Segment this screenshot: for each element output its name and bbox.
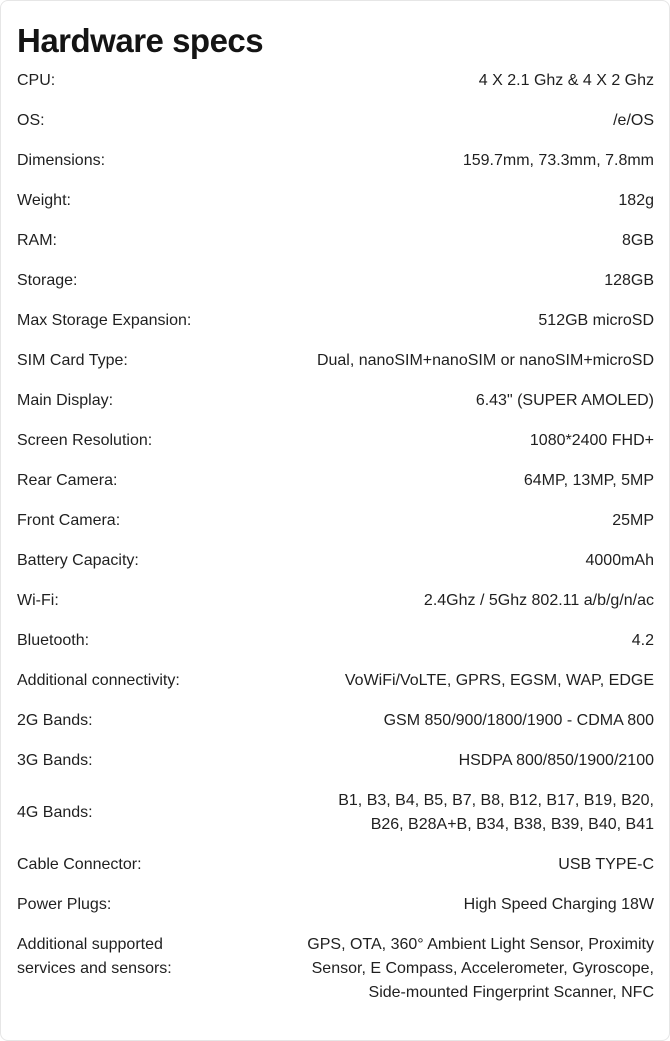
spec-label: Cable Connector: (17, 856, 142, 873)
spec-value: USB TYPE-C (558, 856, 654, 873)
spec-label: SIM Card Type: (17, 352, 128, 369)
spec-row-main-display (17, 381, 654, 421)
page-title: Hardware specs (17, 22, 264, 59)
spec-label: OS: (17, 112, 45, 129)
spec-label: Additional supported services and sensors: (17, 936, 172, 977)
spec-row-2g-bands (17, 701, 654, 741)
spec-label: RAM: (17, 232, 57, 249)
spec-value: Dual, nanoSIM+nanoSIM or nanoSIM+microSD (316, 352, 654, 369)
spec-value: 159.7mm, 73.3mm, 7.8mm (462, 152, 654, 169)
spec-value: VoWiFi/VoLTE, GPRS, EGSM, WAP, EDGE (344, 672, 654, 689)
spec-label: Battery Capacity: (17, 552, 139, 569)
spec-row-max-storage-expansion (17, 301, 654, 341)
spec-value: 6.43" (SUPER AMOLED) (475, 392, 654, 409)
spec-row-storage (17, 261, 654, 301)
spec-value: 64MP, 13MP, 5MP (523, 472, 654, 489)
spec-label: Front Camera: (17, 512, 121, 529)
spec-row-dimensions (17, 141, 654, 181)
spec-label: 2G Bands: (17, 712, 93, 729)
spec-list (17, 61, 653, 1013)
spec-value: 2.4Ghz / 5Ghz 802.11 a/b/g/n/ac (423, 592, 654, 609)
spec-value: 128GB (604, 272, 654, 289)
spec-label: Rear Camera: (17, 472, 118, 489)
spec-row-additional-services-sensors (17, 925, 654, 1013)
spec-value: GSM 850/900/1800/1900 - CDMA 800 (383, 712, 654, 729)
spec-value: GPS, OTA, 360° Ambient Light Sensor, Proximity Sensor, E Compass, Accelerometer, Gyroscope, Side-mounted Fingerprint Scanner, NFC (307, 936, 654, 1001)
spec-row-power-plugs (17, 885, 654, 925)
spec-value: 182g (618, 192, 654, 209)
spec-label: Storage: (17, 272, 78, 289)
spec-value: 4000mAh (585, 552, 654, 569)
spec-label: Additional connectivity: (17, 672, 180, 689)
spec-row-3g-bands (17, 741, 654, 781)
spec-row-battery-capacity (17, 541, 654, 581)
spec-label: 3G Bands: (17, 752, 93, 769)
spec-label: Wi-Fi: (17, 592, 59, 609)
spec-row-bluetooth (17, 621, 654, 661)
spec-row-sim-card-type (17, 341, 654, 381)
spec-value: High Speed Charging 18W (463, 896, 654, 913)
spec-row-cpu (17, 61, 654, 101)
spec-value: 4.2 (631, 632, 654, 649)
spec-label: Weight: (17, 192, 71, 209)
spec-value: 512GB microSD (538, 312, 654, 329)
spec-value: 25MP (612, 512, 654, 529)
spec-value: B1, B3, B4, B5, B7, B8, B12, B17, B19, B20, B26, B28A+B, B34, B38, B39, B40, B41 (338, 792, 654, 833)
spec-label: Dimensions: (17, 152, 106, 169)
spec-value: /e/OS (613, 112, 654, 129)
spec-row-additional-connectivity (17, 661, 654, 701)
spec-label: Main Display: (17, 392, 114, 409)
spec-row-rear-camera (17, 461, 654, 501)
spec-label: Screen Resolution: (17, 432, 153, 449)
spec-row-cable-connector (17, 845, 654, 885)
spec-row-weight (17, 181, 654, 221)
spec-label: Power Plugs: (17, 896, 112, 913)
spec-row-wifi (17, 581, 654, 621)
spec-label: CPU: (17, 72, 56, 89)
spec-row-ram (17, 221, 654, 261)
spec-label: Bluetooth: (17, 632, 90, 649)
spec-value: 4 X 2.1 Ghz & 4 X 2 Ghz (478, 72, 654, 89)
spec-label: 4G Bands: (17, 804, 93, 821)
spec-value: 8GB (621, 232, 654, 249)
spec-row-screen-resolution (17, 421, 654, 461)
spec-value: 1080*2400 FHD+ (529, 432, 654, 449)
spec-value: HSDPA 800/850/1900/2100 (458, 752, 654, 769)
spec-row-4g-bands (17, 781, 654, 845)
spec-row-os (17, 101, 654, 141)
spec-label: Max Storage Expansion: (17, 312, 192, 329)
spec-row-front-camera (17, 501, 654, 541)
